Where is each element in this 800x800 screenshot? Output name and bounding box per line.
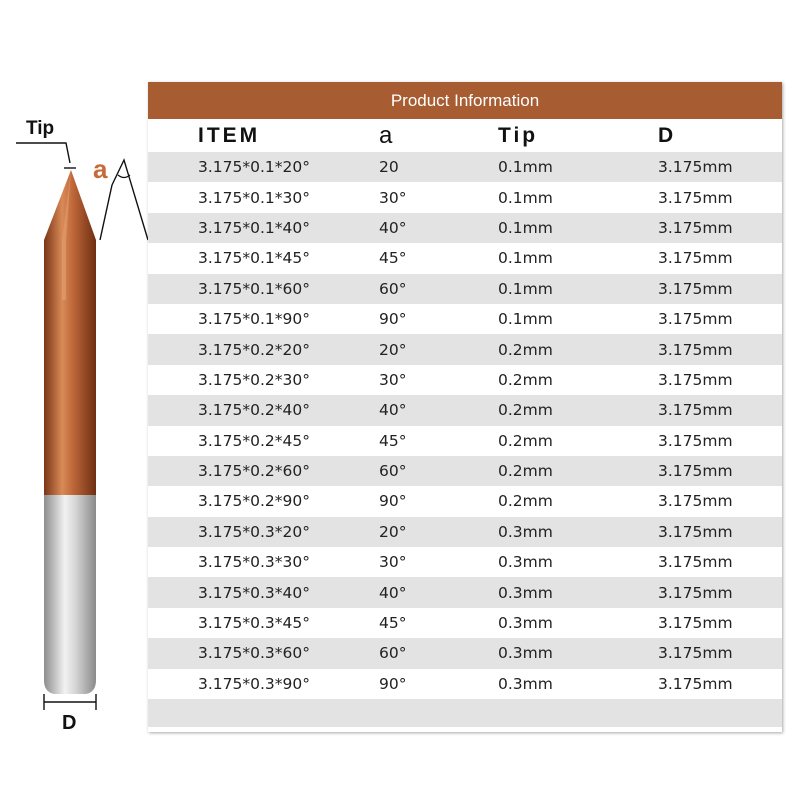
tip-label: Tip: [26, 118, 55, 139]
cell-tip: 0.2mm: [498, 401, 553, 420]
column-header-diameter: D: [658, 123, 677, 147]
cell-item: 3.175*0.1*60°: [198, 279, 310, 298]
cell-diameter: 3.175mm: [658, 674, 733, 693]
panel-title: Product Information: [148, 82, 782, 119]
cell-item: 3.175*0.2*30°: [198, 370, 310, 389]
cell-angle: 90°: [379, 310, 407, 329]
cell-diameter: 3.175mm: [658, 583, 733, 602]
cell-item: 3.175*0.1*45°: [198, 249, 310, 268]
cell-tip: 0.2mm: [498, 492, 553, 511]
cell-tip: 0.3mm: [498, 614, 553, 633]
cell-angle: 20°: [379, 522, 407, 541]
cell-tip: 0.2mm: [498, 431, 553, 450]
cell-diameter: 3.175mm: [658, 553, 733, 572]
cell-tip: 0.2mm: [498, 462, 553, 481]
table-row: [148, 334, 782, 364]
engraving-bit-illustration: [0, 0, 150, 800]
column-header-angle: a: [379, 121, 393, 149]
cell-angle: 20°: [379, 340, 407, 359]
table-row: [148, 669, 782, 699]
cell-tip: 0.1mm: [498, 249, 553, 268]
cell-item: 3.175*0.2*45°: [198, 431, 310, 450]
cell-tip: 0.3mm: [498, 674, 553, 693]
cell-diameter: 3.175mm: [658, 644, 733, 663]
table-row: [148, 426, 782, 456]
cell-diameter: 3.175mm: [658, 218, 733, 237]
table-row: [148, 486, 782, 516]
cell-angle: 90°: [379, 492, 407, 511]
cell-diameter: 3.175mm: [658, 614, 733, 633]
cell-item: 3.175*0.1*90°: [198, 310, 310, 329]
cell-tip: 0.2mm: [498, 370, 553, 389]
coated-cutter: [44, 170, 96, 495]
cell-tip: 0.1mm: [498, 218, 553, 237]
table-row: [148, 274, 782, 304]
cell-diameter: 3.175mm: [658, 492, 733, 511]
cell-diameter: 3.175mm: [658, 370, 733, 389]
table-row: [148, 213, 782, 243]
cell-tip: 0.3mm: [498, 583, 553, 602]
column-header-item: ITEM: [198, 123, 261, 147]
cell-tip: 0.1mm: [498, 310, 553, 329]
angle-label: a: [93, 154, 108, 184]
table-row: [148, 365, 782, 395]
cell-tip: 0.3mm: [498, 553, 553, 572]
cell-tip: 0.3mm: [498, 644, 553, 663]
cell-diameter: 3.175mm: [658, 522, 733, 541]
cell-item: 3.175*0.1*20°: [198, 158, 310, 177]
diameter-label: D: [62, 712, 77, 734]
cell-item: 3.175*0.3*60°: [198, 644, 310, 663]
cell-angle: 60°: [379, 279, 407, 298]
cell-angle: 45°: [379, 431, 407, 450]
cell-angle: 40°: [379, 401, 407, 420]
cell-diameter: 3.175mm: [658, 462, 733, 481]
shank: [44, 495, 96, 694]
cell-diameter: 3.175mm: [658, 310, 733, 329]
cell-angle: 60°: [379, 462, 407, 481]
cell-diameter: 3.175mm: [658, 188, 733, 207]
spec-table: [148, 119, 782, 727]
cell-diameter: 3.175mm: [658, 431, 733, 450]
table-row: [148, 182, 782, 212]
cell-item: 3.175*0.1*40°: [198, 218, 310, 237]
cell-angle: 20: [379, 158, 399, 177]
product-info-panel: [148, 82, 782, 732]
cell-angle: 45°: [379, 614, 407, 633]
cell-tip: 0.1mm: [498, 158, 553, 177]
table-row: [148, 456, 782, 486]
cell-item: 3.175*0.3*40°: [198, 583, 310, 602]
cell-angle: 30°: [379, 370, 407, 389]
cell-angle: 90°: [379, 674, 407, 693]
cell-angle: 45°: [379, 249, 407, 268]
cell-diameter: 3.175mm: [658, 279, 733, 298]
table-row: [148, 608, 782, 638]
cell-angle: 40°: [379, 218, 407, 237]
table-row: [148, 547, 782, 577]
cell-item: 3.175*0.2*40°: [198, 401, 310, 420]
cell-angle: 30°: [379, 188, 407, 207]
cell-tip: 0.1mm: [498, 188, 553, 207]
bit-diagram: [0, 0, 150, 800]
table-row: [148, 395, 782, 425]
table-row: [148, 638, 782, 668]
cell-angle: 60°: [379, 644, 407, 663]
cell-diameter: 3.175mm: [658, 340, 733, 359]
cell-diameter: 3.175mm: [658, 158, 733, 177]
cell-item: 3.175*0.3*30°: [198, 553, 310, 572]
cell-item: 3.175*0.2*90°: [198, 492, 310, 511]
table-row: [148, 152, 782, 182]
cell-item: 3.175*0.2*20°: [198, 340, 310, 359]
cell-item: 3.175*0.2*60°: [198, 462, 310, 481]
cell-angle: 40°: [379, 583, 407, 602]
cell-item: 3.175*0.3*45°: [198, 614, 310, 633]
table-row: [148, 577, 782, 607]
cell-diameter: 3.175mm: [658, 249, 733, 268]
cell-tip: 0.3mm: [498, 522, 553, 541]
table-footer-band: [148, 699, 782, 727]
cell-angle: 30°: [379, 553, 407, 572]
table-header: [148, 119, 782, 152]
cell-item: 3.175*0.3*90°: [198, 674, 310, 693]
column-header-tip: Tip: [498, 123, 539, 147]
cell-tip: 0.1mm: [498, 279, 553, 298]
cell-item: 3.175*0.3*20°: [198, 522, 310, 541]
cell-item: 3.175*0.1*30°: [198, 188, 310, 207]
table-row: [148, 517, 782, 547]
cell-diameter: 3.175mm: [658, 401, 733, 420]
table-row: [148, 243, 782, 273]
table-body: [148, 152, 782, 699]
table-row: [148, 304, 782, 334]
cell-tip: 0.2mm: [498, 340, 553, 359]
